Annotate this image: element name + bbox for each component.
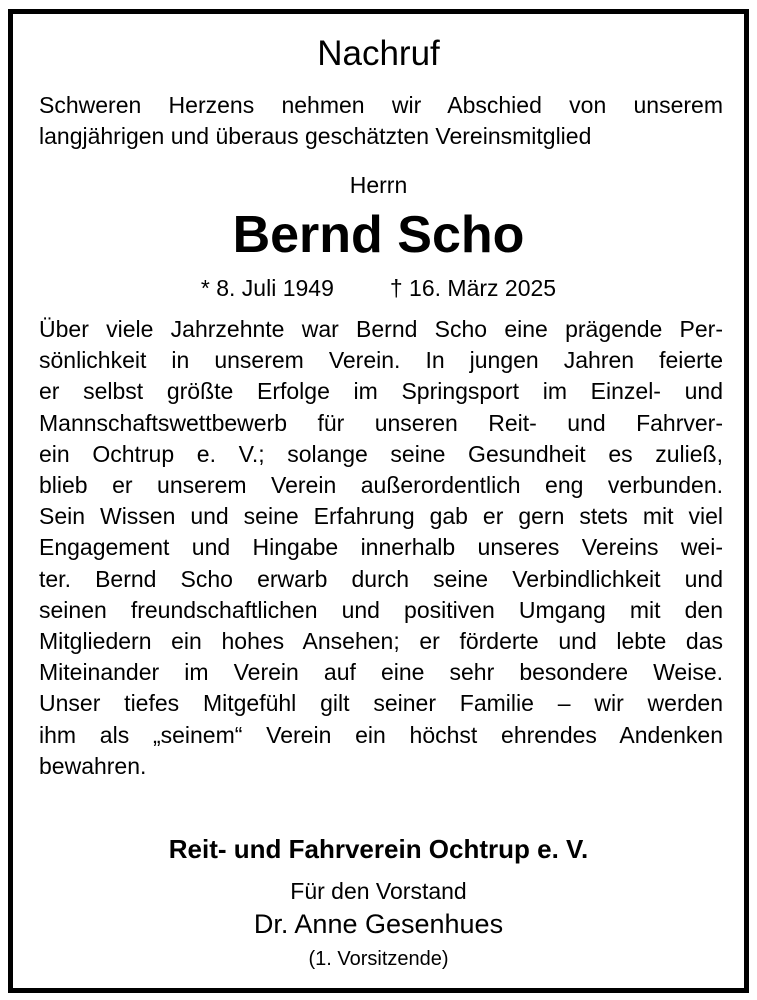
signer-name: Dr. Anne Gesenhues (253, 909, 504, 939)
intro-line: langjährigen und überaus geschätzten Vereinsmitglied (39, 123, 592, 149)
tribute-line: Unser tiefes Mitgefühl gilt seiner Familie – wir werden (39, 690, 723, 717)
deceased-name: Bernd Scho (232, 206, 525, 264)
tribute-line: Über viele Jahrzehnte war Bernd Scho eine prägende Per- (39, 316, 723, 342)
tribute-text (39, 314, 723, 782)
notice-title: Nachruf (317, 34, 440, 73)
notice-frame (8, 9, 749, 993)
tribute-line: er selbst größte Erfolge im Springsport im Einzel- und (39, 378, 723, 405)
tribute-line: seinen freundschaftlichen und positiven Umgang mit den (39, 596, 723, 623)
birth-date: * 8. Juli 1949 (200, 275, 334, 301)
tribute-line: bewahren. (39, 752, 147, 779)
death-date: † 16. März 2025 (389, 275, 557, 301)
tribute-line: Mannschaftswettbewerb für unseren Reit- und Fahrver- (39, 409, 723, 436)
tribute-line: Engagement und Hingabe innerhalb unseres Vereins wei- (39, 534, 723, 561)
organization-name: Reit- und Fahrverein Ochtrup e. V. (168, 834, 589, 864)
tribute-line: ihm als „seinem“ Verein ein höchst ehrendes Andenken (39, 721, 723, 748)
tribute-line: Sein Wissen und seine Erfahrung gab er gern stets mit viel (39, 503, 723, 530)
tribute-line: Miteinander im Verein auf eine sehr besondere Weise. (39, 659, 723, 686)
tribute-line: Mitgliedern ein hohes Ansehen; er förderte und lebte das (39, 628, 723, 655)
notice-content (13, 14, 744, 988)
tribute-line: sönlichkeit in unserem Verein. In jungen Jahren feierte (39, 347, 723, 374)
for-board-label: Für den Vorstand (290, 878, 467, 904)
tribute-line: blieb er unserem Verein außerordentlich eng verbunden. (39, 472, 723, 499)
life-dates (13, 273, 744, 303)
intro-text (39, 90, 723, 152)
salutation: Herrn (349, 172, 408, 198)
tribute-line: ter. Bernd Scho erwarb durch seine Verbindlichkeit und (39, 565, 723, 592)
signer-role: (1. Vorsitzende) (308, 948, 449, 970)
tribute-line: ein Ochtrup e. V.; solange seine Gesundheit es zuließ, (39, 440, 723, 467)
intro-line: Schweren Herzens nehmen wir Abschied von unserem (39, 92, 723, 118)
